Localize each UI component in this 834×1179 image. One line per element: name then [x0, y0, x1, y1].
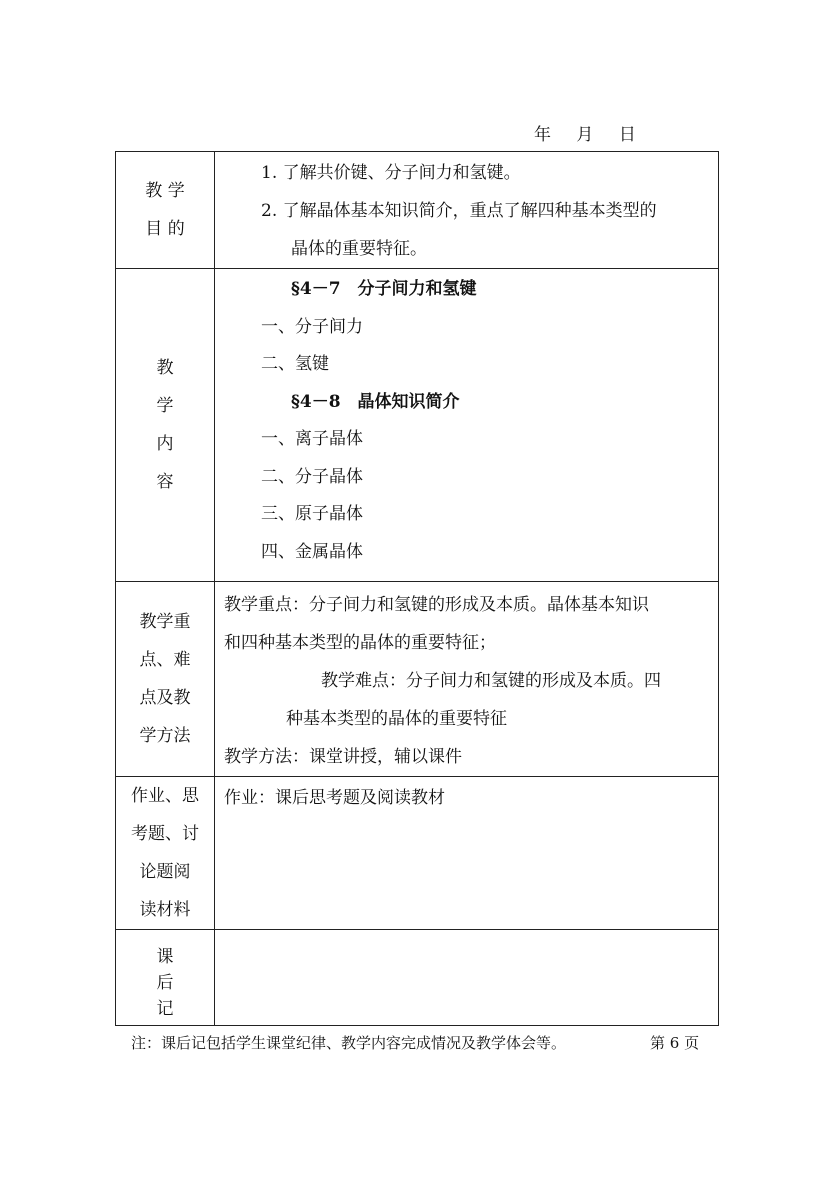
content-item: 四、金属晶体	[261, 541, 363, 562]
objective-item-continued: 晶体的重要特征。	[291, 239, 427, 259]
content-item: 二、氢键	[261, 354, 329, 374]
objective-item: 1. 了解共价键、分子间力和氢键。	[261, 163, 521, 183]
after-class-notes-row	[116, 930, 719, 1026]
homework-row	[116, 777, 719, 930]
date-year-label: 年	[534, 125, 552, 145]
key-points-row	[116, 582, 719, 777]
key-points-label-line: 学方法	[139, 726, 191, 746]
date-line	[534, 120, 655, 145]
homework-label-line: 读材料	[139, 900, 191, 920]
key-points-label-line: 点及教	[139, 688, 191, 708]
notes-label-line: 记	[156, 999, 174, 1019]
key-point-line: 教学方法：课堂讲授，辅以课件	[224, 747, 462, 767]
date-day-label: 日	[618, 125, 637, 145]
page-number: 第 6 页	[650, 1034, 700, 1052]
key-point-line: 教学难点：分子间力和氢键的形成及本质。四	[321, 671, 661, 691]
key-points-label-line: 教学重	[139, 612, 191, 632]
key-points-label-line: 点、难	[139, 650, 191, 670]
content-label-line: 教	[156, 358, 174, 378]
key-points-cell	[215, 582, 719, 777]
key-point-line: 种基本类型的晶体的重要特征	[286, 709, 507, 729]
homework-label-line: 作业、思	[131, 786, 199, 806]
key-point-line: 和四种基本类型的晶体的重要特征；	[224, 633, 496, 653]
after-class-notes-text	[215, 930, 718, 933]
after-class-notes-cell	[215, 930, 719, 1026]
objectives-label	[116, 152, 215, 269]
objectives-cell	[215, 152, 719, 269]
footnote-text: 注：课后记包括学生课堂纪律、教学内容完成情况及教学体会等。	[131, 1034, 567, 1052]
objectives-label-line: 教 学	[145, 181, 185, 201]
content-label-line: 容	[156, 472, 174, 492]
homework-text: 作业：课后思考题及阅读教材	[224, 788, 445, 808]
notes-label-line: 课	[156, 947, 174, 967]
content-label-line: 内	[156, 434, 174, 454]
content-item: 三、原子晶体	[261, 504, 363, 524]
key-point-line: 教学重点：分子间力和氢键的形成及本质。晶体基本知识	[224, 595, 649, 615]
after-class-notes-label	[116, 930, 215, 1026]
objectives-row	[116, 152, 719, 269]
objective-item: 2. 了解晶体基本知识简介，重点了解四种基本类型的	[261, 201, 657, 221]
homework-label-line: 考题、讨	[131, 824, 199, 844]
homework-label-line: 论题阅	[139, 862, 191, 882]
content-item: 二、分子晶体	[261, 466, 363, 487]
notes-label-line: 后	[156, 973, 174, 993]
homework-label	[116, 777, 215, 930]
lesson-plan-table	[115, 151, 719, 1026]
content-label-line: 学	[156, 396, 174, 416]
content-row	[116, 269, 719, 582]
footnote	[131, 1032, 700, 1053]
key-points-label	[116, 582, 215, 777]
section-heading: §4－8 晶体知识简介	[291, 391, 460, 412]
content-cell	[215, 269, 719, 582]
section-heading: §4－7 分子间力和氢键	[291, 279, 477, 299]
content-label	[116, 269, 215, 582]
homework-cell	[215, 777, 719, 930]
objectives-label-line: 目 的	[145, 219, 185, 239]
date-month-label: 月	[576, 125, 595, 145]
content-item: 一、分子间力	[261, 316, 363, 337]
content-item: 一、离子晶体	[261, 429, 363, 449]
